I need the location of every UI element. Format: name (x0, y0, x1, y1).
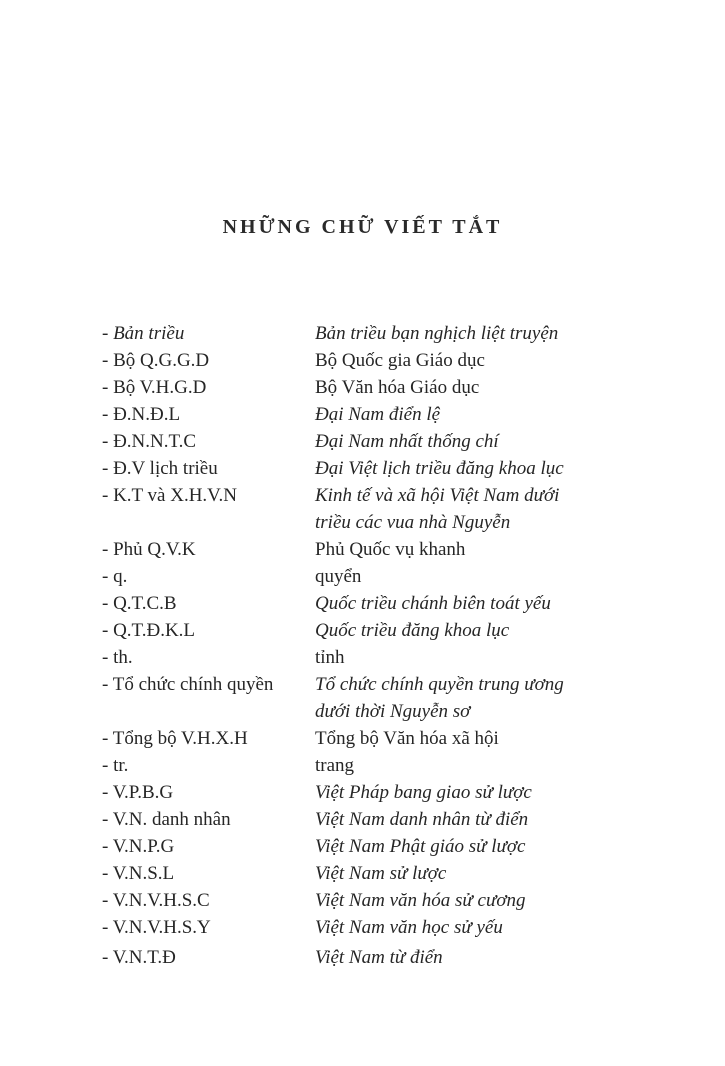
meaning-line: Đại Nam nhất thống chí (315, 431, 499, 452)
abbreviation-row (102, 401, 622, 428)
abbreviation-row (102, 482, 622, 536)
abbreviation-meaning (315, 887, 622, 914)
meaning-line: Kinh tế và xã hội Việt Nam dưới (315, 485, 560, 506)
abbreviation-term: - V.P.B.G (102, 782, 174, 803)
meaning-line: Tổ chức chính quyền trung ương (315, 674, 564, 695)
abbreviation-row (102, 860, 622, 887)
meaning-line: quyển (315, 566, 362, 587)
abbreviation-term: - Đ.N.Đ.L (102, 404, 181, 425)
abbreviation-term: - V.N.V.H.S.Y (102, 917, 211, 938)
abbreviation-term: - th. (102, 647, 133, 668)
meaning-line: Bộ Văn hóa Giáo dục (315, 377, 480, 398)
abbreviation-row (102, 428, 622, 455)
abbreviation-term: - V.N. danh nhân (102, 809, 231, 830)
abbreviation-row (102, 779, 622, 806)
abbreviation-term: - Phủ Q.V.K (102, 539, 196, 560)
abbreviation-term: - V.N.T.Đ (102, 947, 176, 968)
abbreviation-term: - Đ.N.N.T.C (102, 431, 197, 452)
meaning-line: Quốc triều đăng khoa lục (315, 620, 510, 641)
abbreviation-term: - Q.T.C.B (102, 593, 177, 614)
abbreviation-meaning (315, 590, 622, 617)
abbreviation-meaning (315, 806, 622, 833)
abbreviation-row (102, 944, 622, 971)
abbreviation-meaning (315, 860, 622, 887)
abbreviation-meaning (315, 320, 622, 347)
abbreviation-meaning (315, 617, 622, 644)
meaning-line: tỉnh (315, 647, 345, 668)
abbreviation-row (102, 752, 622, 779)
abbreviation-term: - Tổng bộ V.H.X.H (102, 728, 248, 749)
meaning-line: Bộ Quốc gia Giáo dục (315, 350, 485, 371)
abbreviation-row (102, 617, 622, 644)
abbreviation-meaning (315, 725, 622, 752)
abbreviation-term: - tr. (102, 755, 129, 776)
meaning-line: Việt Nam danh nhân từ điển (315, 809, 529, 830)
abbreviation-row (102, 347, 622, 374)
abbreviation-term: - Đ.V lịch triều (102, 458, 218, 479)
abbreviation-row (102, 320, 622, 347)
meaning-line: Việt Nam sử lược (315, 863, 447, 884)
abbreviation-row (102, 374, 622, 401)
meaning-line: Việt Nam văn hóa sử cương (315, 890, 526, 911)
abbreviation-meaning (315, 374, 622, 401)
meaning-line: dưới thời Nguyễn sơ (315, 701, 471, 722)
abbreviation-meaning (315, 752, 622, 779)
meaning-line: triều các vua nhà Nguyễn (315, 512, 511, 533)
abbreviation-row (102, 887, 622, 914)
meaning-line: Việt Nam Phật giáo sử lược (315, 836, 526, 857)
abbreviation-row (102, 644, 622, 671)
meaning-line: Bản triều bạn nghịch liệt truyện (315, 323, 559, 344)
meaning-line: Đại Việt lịch triều đăng khoa lục (315, 458, 564, 479)
meaning-line: trang (315, 755, 355, 776)
abbreviation-meaning (315, 914, 622, 941)
abbreviation-meaning (315, 347, 622, 374)
meaning-line: Việt Pháp bang giao sử lược (315, 782, 532, 803)
abbreviation-meaning (315, 428, 622, 455)
page-title: NHỮNG CHỮ VIẾT TẮT (222, 216, 503, 238)
abbreviation-meaning (315, 536, 622, 563)
meaning-line: Việt Nam văn học sử yếu (315, 917, 503, 938)
abbreviation-row (102, 914, 622, 941)
meaning-line: Việt Nam từ điển (315, 947, 443, 968)
abbreviation-row (102, 536, 622, 563)
abbreviation-meaning (315, 455, 622, 482)
abbreviation-meaning (315, 644, 622, 671)
abbreviation-row (102, 806, 622, 833)
abbreviation-row (102, 455, 622, 482)
abbreviation-meaning (315, 671, 622, 725)
abbreviation-term: - V.N.P.G (102, 836, 175, 857)
abbreviation-row (102, 725, 622, 752)
abbreviation-meaning (315, 563, 622, 590)
abbreviation-meaning (315, 944, 622, 971)
meaning-line: Quốc triều chánh biên toát yếu (315, 593, 551, 614)
abbreviation-meaning (315, 482, 622, 536)
meaning-line: Phủ Quốc vụ khanh (315, 539, 466, 560)
meaning-line: Đại Nam điển lệ (315, 404, 441, 425)
abbreviation-term: - Q.T.Đ.K.L (102, 620, 196, 641)
abbreviation-meaning (315, 401, 622, 428)
abbreviation-term: - Tổ chức chính quyền (102, 674, 274, 695)
abbreviation-row (102, 563, 622, 590)
meaning-line: Tổng bộ Văn hóa xã hội (315, 728, 499, 749)
abbreviation-term: - K.T và X.H.V.N (102, 485, 237, 506)
abbreviation-row (102, 671, 622, 725)
abbreviation-list (102, 320, 622, 971)
abbreviation-row (102, 833, 622, 860)
abbreviation-term: - q. (102, 566, 128, 587)
abbreviation-term: - V.N.S.L (102, 863, 175, 884)
abbreviation-meaning (315, 779, 622, 806)
abbreviation-term: - Bộ V.H.G.D (102, 377, 207, 398)
abbreviation-term: - V.N.V.H.S.C (102, 890, 210, 911)
abbreviation-row (102, 590, 622, 617)
abbreviation-meaning (315, 833, 622, 860)
abbreviation-term: - Bản triều (102, 323, 185, 344)
abbreviation-term: - Bộ Q.G.G.D (102, 350, 210, 371)
